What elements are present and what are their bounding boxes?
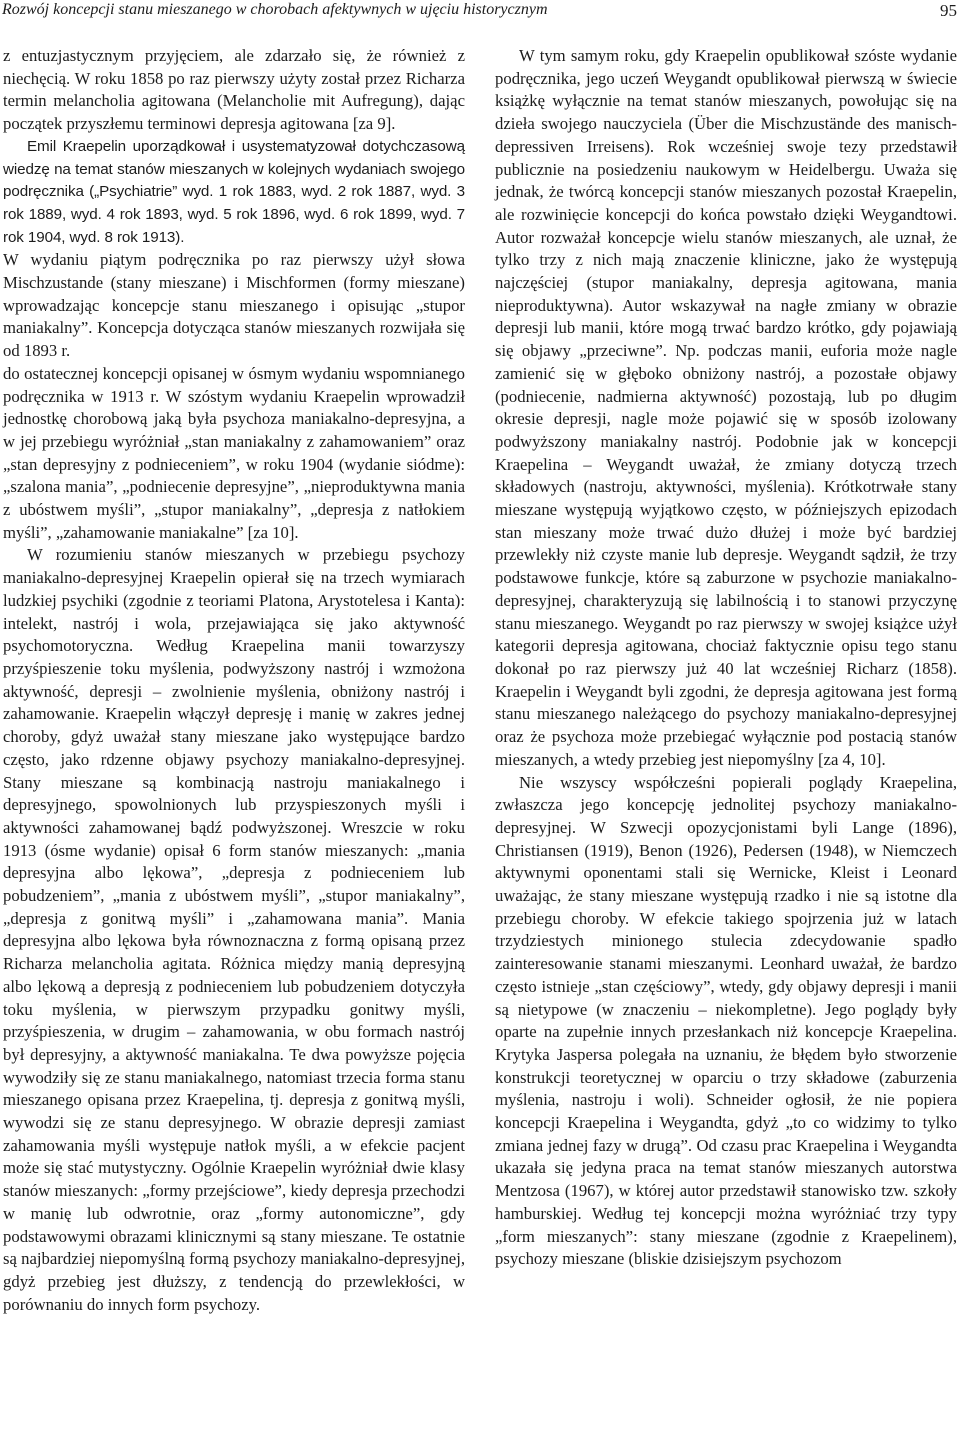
right-column [495,45,957,1271]
page-number: 95 [940,1,957,20]
running-title: Rozwój koncepcji stanu mieszanego w chorobach afektywnych w ujęciu historycznym [2,1,548,18]
page-header [0,0,960,22]
paragraph: W wydaniu piątym podręcznika po raz pierwszy użył słowa Mischzustande (stany mieszane) i Mischformen (formy mieszane) wprowadzając koncepcje stanu mieszanego i opisując „stupor maniakalny”. Koncepcja dotycząca stanów mieszanych rozwijała się od 1893 r. [3,250,465,361]
paragraph: z entuzjastycznym przyjęciem, ale zdarzało się, że również z niechęcią. W roku 1858 po raz pierwszy użyty został przez Richarza termin melancholia agitowana (Melancholie mit Aufregung), dając początek przyszłemu terminowi depresja agitowana [za 9]. [3,46,465,134]
paragraph: Emil Kraepelin uporządkował i usystematyzował dotychczasową wiedzę na temat stanów mieszanych w kolejnych wydaniach swojego podręcznika („Psychiatrie” wyd. 1 rok 1883, wyd. 2 rok 1887, wyd. 3 rok 1889, wyd. 4 rok 1893, wyd. 5 rok 1896, wyd. 6 rok 1899, wyd. 7 rok 1904, wyd. 8 rok 1913). [3,137,465,246]
left-column [3,45,465,1316]
paragraph: Nie wszyscy współcześni popierali poglądy Kraepelina, zwłaszcza jego koncepcję jednolitej psychozy maniakalno-depresyjnej. W Szwecji opozycjonistami byli Lange (1896), Christiansen (1919), Benon (1926), Pedersen (1948), w Niemczech aktywnymi oponentami stali się Wernicke, Kleist i Leonard uważając, że stany mieszane występują rzadko i nie są istotne dla przebiegu choroby. W efekcie takiego spojrzenia już w latach trzydziestych minionego stulecia zdecydowanie spadło zainteresowanie stanami mieszanymi. Leonhard uważał, że bardzo często istnieje „stan częściowy”, wtedy, gdy objawy depresji i manii są nietypowe (w znaczeniu – niekompletne). Jego poglądy były oparte na zupełnie innych przesłankach niż koncepcje Kraepelina. Krytyka Jaspersa polegała na uznaniu, że błędem było stworzenie konstrukcji teoretycznej w oparciu o trzy składowe (zaburzenia myślenia, nastroju i woli). Schneider ogłosił, że nie popiera koncepcji Kraepelina i Weygandta, gdyż „to co widzimy to tylko zmiana jednej fazy w drugą”. Od czasu prac Kraepelina i Weygandta ukazała się jedyna praca na temat stanów mieszanych autorstwa Mentzosa (1967), w której autor przedstawił stanowisko tzw. szkoły hamburskiej. Według tej koncepcji można wyróżniać trzy typy „form mieszanych”: stany mieszane (zgodnie z Kraepelinem), psychozy mieszane (bliskie dzisiejszym psychozom [495,772,957,1269]
paragraph: W rozumieniu stanów mieszanych w przebiegu psychozy maniakalno-depresyjnej Kraepelin opierał się na trzech wymiarach ludzkiej psychiki (zgodnie z teoriami Platona, Arystotelesa i Kanta): intelekt, nastrój i wola, przejawiająca się jako aktywność psychomotoryczna. Według Kraepelina manii towarzyszy przyśpieszenie toku myślenia, podwyższony nastrój i wzmożona aktywność, depresji – zwolnienie myślenia, obniżony nastrój i zahamowanie. Kraepelin włączył depresję i manię w zakres jednej choroby, gdyż uważał stany mieszane jako występujące bardzo często, jako rdzenne objawy psychozy maniakalno-depresyjnej. Stany mieszane są kombinacją nastroju maniakalnego i depresyjnego, spowolnionych lub przyspieszonych myśli i aktywności zahamowanej bądź podwyższonej. Wreszcie w roku 1913 (ósme wydanie) opisał 6 form stanów mieszanych: „mania depresyjna albo lękowa”, „depresja z podnieceniem lub pobudzeniem”, „mania z ubóstwem myśli”, „stupor maniakalny”, „depresja z gonitwą myśli” i „zahamowana mania”. Mania depresyjna albo lękowa była równoznaczna z formą opisaną przez Richarza melancholia agitata. Różnica między manią depresyjną albo lękową a depresją z podnieceniem lub pobudzeniem dotyczyła toku myślenia, w pierwszym przypadku gonitwy myśli, przyśpieszenia, w drugim – zahamowania, w obu formach nastrój był depresyjny, a aktywność maniakalna. Te dwa powyższe pojęcia wywodziły się ze stanu maniakalnego, natomiast trzecia forma stanu mieszanego opisana przez Kraepelina, tj. depresja z gonitwą myśli, wywodzi się ze stanu depresyjnego. W obrazie depresji zamiast zahamowania myśli występuje natłok myśli, a w efekcie pacjent może się stać mutystyczny. Ogólnie Kraepelin wyróżniał dwie klasy stanów mieszanych: „formy przejściowe”, kiedy depresja przechodzi w manię lub odwrotnie, oraz „formy autonomiczne”, gdy podstawowymi obrazami klinicznymi są stany mieszane. Te ostatnie są najbardziej niepomyślną formą psychozy maniakalno-depresyjnej, gdyż przebieg jest dłuższy, z tendencją do przewlekłości, w porównaniu do innych form psychozy. [3,545,465,1314]
paragraph: do ostatecznej koncepcji opisanej w ósmym wydaniu wspomnianego podręcznika w 1913 r. W szóstym wydaniu Kraepelin wprowadził jednostkę chorobową jaką była psychoza maniakalno-depresyjna, a w jej przebiegu wyróżniał „stan maniakalny z zahamowaniem” oraz „stan depresyjny z podnieceniem”, w roku 1904 (wydanie siódme): „szalona mania”, „podniecenie depresyjne”, „nieproduktywna mania z ubóstwem myśli”, „stupor maniakalny”, „depresja z natłokiem myśli”, „zahamowanie maniakalne” [za 10]. [3,363,465,542]
paragraph: W tym samym roku, gdy Kraepelin opublikował szóste wydanie podręcznika, jego uczeń Weygandt opublikował pierwszą w świecie książkę wyłącznie na temat stanów mieszanych, powołując się na dzieła swojego nauczyciela (Über die Mischzustände des manisch-depressiven Irreisens). Rok wcześniej swoje tezy przedstawił publicznie na posiedzeniu naukowym w Heidelbergu. Uważa się jednak, że twórcą koncepcji stanów mieszanych pozostał Kraepelin, ale rozwinięcie koncepcji do końca powstało dzięki Weygandtowi. Autor rozważał koncepcje wielu stanów mieszanych, ale uznał, że tylko trzy z nich mają znaczenie kliniczne, jako że występują najczęściej (stupor maniakalny, depresja agitowana, mania nieproduktywna). Autor wskazywał na nagłe zmiany w obrazie depresji lub manii, które mogą trwać bardzo krótko, gdy pojawiają się objawy „przeciwne”. Np. podczas manii, euforia może nagle zamienić się w głęboko obniżony nastrój, a pozostałe objawy (podniecenie, nadmierna aktywność) pozostają, lub po długim okresie depresji, nagle może pojawić się w sposób izolowany podwyższony maniakalny nastrój. Podobnie jak w koncepcji Kraepelina – Weygandt uważał, że zmiany dotyczą trzech składowych (nastroju, aktywności, myślenia). Krótkotrwałe stany mieszane występują wyjątkowo często, w późniejszych epizodach stan mieszany może trwać dużo dłużej i może być bardziej przewlekły niż czyste manie lub depresje. Weygandt sądził, że trzy podstawowe funkcje, które są zaburzone w psychozie maniakalno-depresyjnej, charakteryzują się labilnością i to stanowi przyczynę stanu mieszanego. Weygandt po raz pierwszy w swojej książce użył kategorii depresja agitowana, chociaż faktycznie opisu tego stanu dokonał po raz pierwszy już 40 lat wcześniej Richarz (1858). Kraepelin i Weygandt byli zgodni, że depresja agitowana jest formą stanu mieszanego należącego do psychozy maniakalno-depresyjnej oraz że psychoza może przebiegać wyłącznie pod postacią stanów mieszanych, a wtedy przebieg jest niepomyślny [za 4, 10]. [495,46,957,769]
